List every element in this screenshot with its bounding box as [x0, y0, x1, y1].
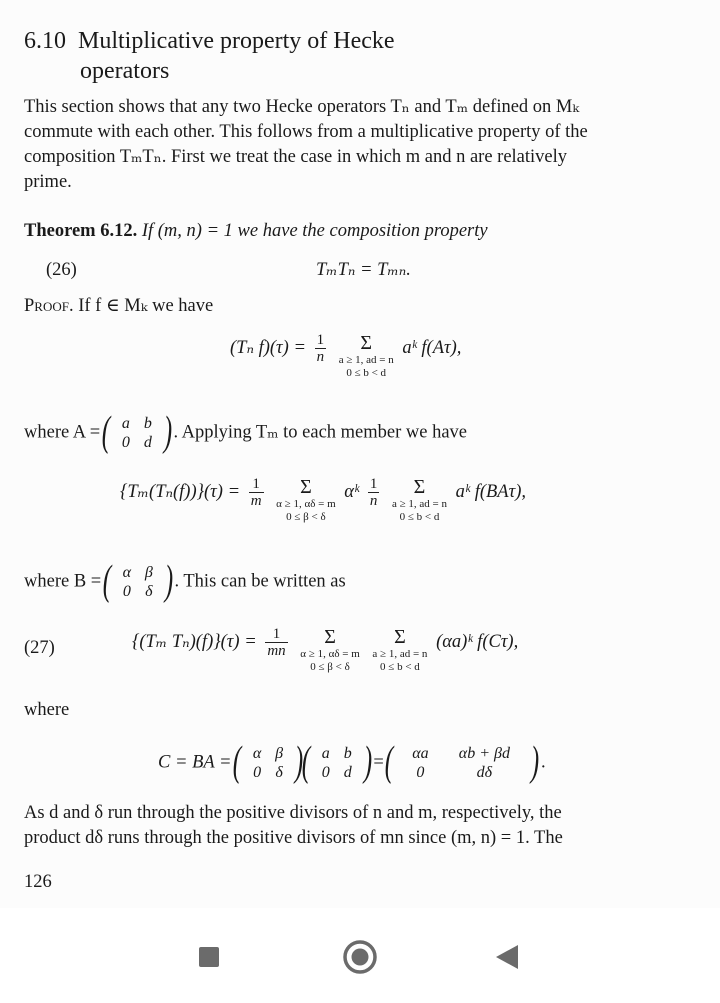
- eq2-sum2: Σ a ≥ 1, ad = n 0 ≤ b < d: [391, 476, 447, 523]
- eq4-mat-a-12: b: [343, 745, 352, 762]
- square-icon: [189, 938, 229, 978]
- eq1-frac-num: 1: [316, 332, 325, 348]
- eq4-mat-b-11: α: [252, 745, 262, 762]
- applying-text: . Applying Tₘ to each member we have: [173, 422, 468, 443]
- eq2-fraction2: [368, 476, 380, 509]
- where-b-line: [24, 558, 346, 604]
- intro-line3: composition TₘTₙ. First we treat the case in which m and n are relatively: [24, 147, 568, 167]
- mat-b-21: 0: [122, 583, 131, 600]
- eq4-mat-a-11: a: [321, 745, 330, 762]
- page-number: 126: [24, 872, 52, 892]
- eq4-mat-a-22: d: [343, 764, 352, 781]
- eq1-fraction: [315, 332, 327, 365]
- home-circle-icon: [340, 938, 380, 978]
- where-label: where: [24, 700, 70, 720]
- where-a-line: [24, 409, 468, 455]
- eq3-sum1-sub2: 0 ≤ β < δ: [310, 661, 350, 673]
- eq2-sum2-sub2: 0 ≤ b < d: [399, 511, 440, 523]
- eq2-sum1: Σ α ≥ 1, αδ = m 0 ≤ β < δ: [276, 476, 336, 523]
- home-button[interactable]: [340, 938, 380, 978]
- equation-number-26: (26): [46, 260, 77, 280]
- eq4-matrix-c: ( αa αb + βd 0 dδ ): [385, 739, 540, 785]
- section-title-line2: operators: [80, 58, 170, 84]
- eq2-frac1-den: m: [250, 493, 262, 509]
- closing-line1: As d and δ run through the positive divisors of n and m, respectively, the: [24, 803, 562, 823]
- written-text: . This can be written as: [174, 571, 346, 592]
- mat-b-11: α: [122, 564, 132, 581]
- eq4-end: .: [541, 752, 546, 773]
- mat-a-21: 0: [121, 434, 130, 451]
- closing-line2: product dδ runs through the positive divisors of mn since (m, n) = 1. The: [24, 828, 563, 848]
- eq1-rhs: aᵏ f(Aτ),: [402, 337, 462, 358]
- eq3-sum2: Σ a ≥ 1, ad = n 0 ≤ b < d: [372, 626, 428, 673]
- section-number: 6.10: [24, 28, 66, 54]
- mat-a-22: d: [143, 434, 152, 451]
- theorem-statement: [24, 219, 488, 244]
- eq4-mat-a-21: 0: [321, 764, 330, 781]
- equation-number-27: (27): [24, 638, 55, 658]
- eq1-lhs: (Tₙ f)(τ) =: [230, 337, 306, 358]
- where-a-label: where A =: [24, 422, 101, 443]
- eq4-matrix-a: ( a b 0 d ): [301, 739, 372, 785]
- matrix-b: ( α β 0 δ ): [102, 558, 174, 604]
- mat-b-22: δ: [145, 583, 153, 600]
- eq3-frac-den: mn: [267, 643, 286, 659]
- intro-line2: commute with each other. This follows from a multiplicative property of the: [24, 122, 588, 142]
- where-b-label: where B =: [24, 571, 102, 592]
- eq2-sum2-sub1: a ≥ 1, ad = n: [391, 498, 447, 510]
- eq4-mat-c-12: αb + βd: [458, 745, 510, 762]
- equation-c: [158, 739, 546, 785]
- section-title-line1: Multiplicative property of Hecke: [78, 28, 395, 54]
- eq3-lhs: {(Tₘ Tₙ)(f)}(τ) =: [132, 631, 257, 652]
- mat-a-11: a: [121, 415, 130, 432]
- equation-tm-tn: [120, 476, 526, 524]
- proof-intro: [24, 294, 213, 319]
- eq4-lhs: C = BA =: [158, 752, 232, 773]
- eq4-mat-b-22: δ: [275, 764, 283, 781]
- eq4-mat-c-21: 0: [416, 764, 425, 781]
- proof-label: Proof.: [24, 296, 74, 316]
- theorem-label: Theorem 6.12.: [24, 221, 138, 241]
- theorem-equation: TₘTₙ = Tₘₙ.: [316, 260, 411, 280]
- eq3-frac-num: 1: [265, 626, 287, 643]
- eq1-sum-sub2: 0 ≤ b < d: [346, 367, 387, 379]
- eq3-fraction: [265, 626, 287, 659]
- matrix-a: ( a b 0 d ): [101, 409, 173, 455]
- recents-button[interactable]: [189, 938, 229, 978]
- theorem-text: If (m, n) = 1 we have the composition property: [141, 221, 488, 241]
- eq2-frac2-den: n: [369, 493, 378, 509]
- eq4-mat-b-12: β: [275, 745, 284, 762]
- eq2-frac2-num: 1: [369, 476, 378, 492]
- back-button[interactable]: [488, 938, 528, 978]
- eq3-rhs: (αa)ᵏ f(Cτ),: [436, 631, 519, 652]
- proof-text: If f ∈ Mₖ we have: [78, 296, 214, 316]
- back-triangle-icon: [488, 938, 528, 978]
- eq2-sum1-sub1: α ≥ 1, αδ = m: [276, 498, 336, 510]
- eq3-sum1: Σ α ≥ 1, αδ = m 0 ≤ β < δ: [300, 626, 360, 673]
- mat-b-12: β: [144, 564, 153, 581]
- intro-line4: prime.: [24, 172, 72, 192]
- eq4-equals: =: [373, 752, 384, 773]
- eq1-sum: Σ a ≥ 1, ad = n 0 ≤ b < d: [338, 332, 394, 379]
- equation-tn: [230, 332, 461, 380]
- eq4-mat-c-22: dδ: [476, 764, 493, 781]
- mat-a-12: b: [143, 415, 152, 432]
- eq2-sum1-sub2: 0 ≤ β < δ: [286, 511, 326, 523]
- navigation-bar: [0, 908, 720, 1003]
- eq2-frac1-num: 1: [249, 476, 264, 493]
- eq3-sum1-sub1: α ≥ 1, αδ = m: [300, 648, 360, 660]
- eq1-sum-sub1: a ≥ 1, ad = n: [338, 354, 394, 366]
- eq2-alpha-k: αᵏ: [344, 481, 360, 502]
- eq2-fraction1: [249, 476, 264, 509]
- eq2-lhs: {Tₘ(Tₙ(f))}(τ) =: [120, 481, 241, 502]
- eq3-sum2-sub1: a ≥ 1, ad = n: [372, 648, 428, 660]
- eq4-matrix-b: ( α β 0 δ ): [232, 739, 304, 785]
- section-heading: [24, 26, 395, 56]
- intro-line1: This section shows that any two Hecke operators Tₙ and Tₘ defined on Mₖ: [24, 97, 580, 117]
- eq2-rhs: aᵏ f(BAτ),: [455, 481, 526, 502]
- eq1-frac-den: n: [316, 349, 325, 365]
- equation-27: [132, 626, 518, 674]
- eq3-sum2-sub2: 0 ≤ b < d: [380, 661, 420, 673]
- eq4-mat-b-21: 0: [253, 764, 262, 781]
- eq4-mat-c-11: αa: [412, 745, 429, 762]
